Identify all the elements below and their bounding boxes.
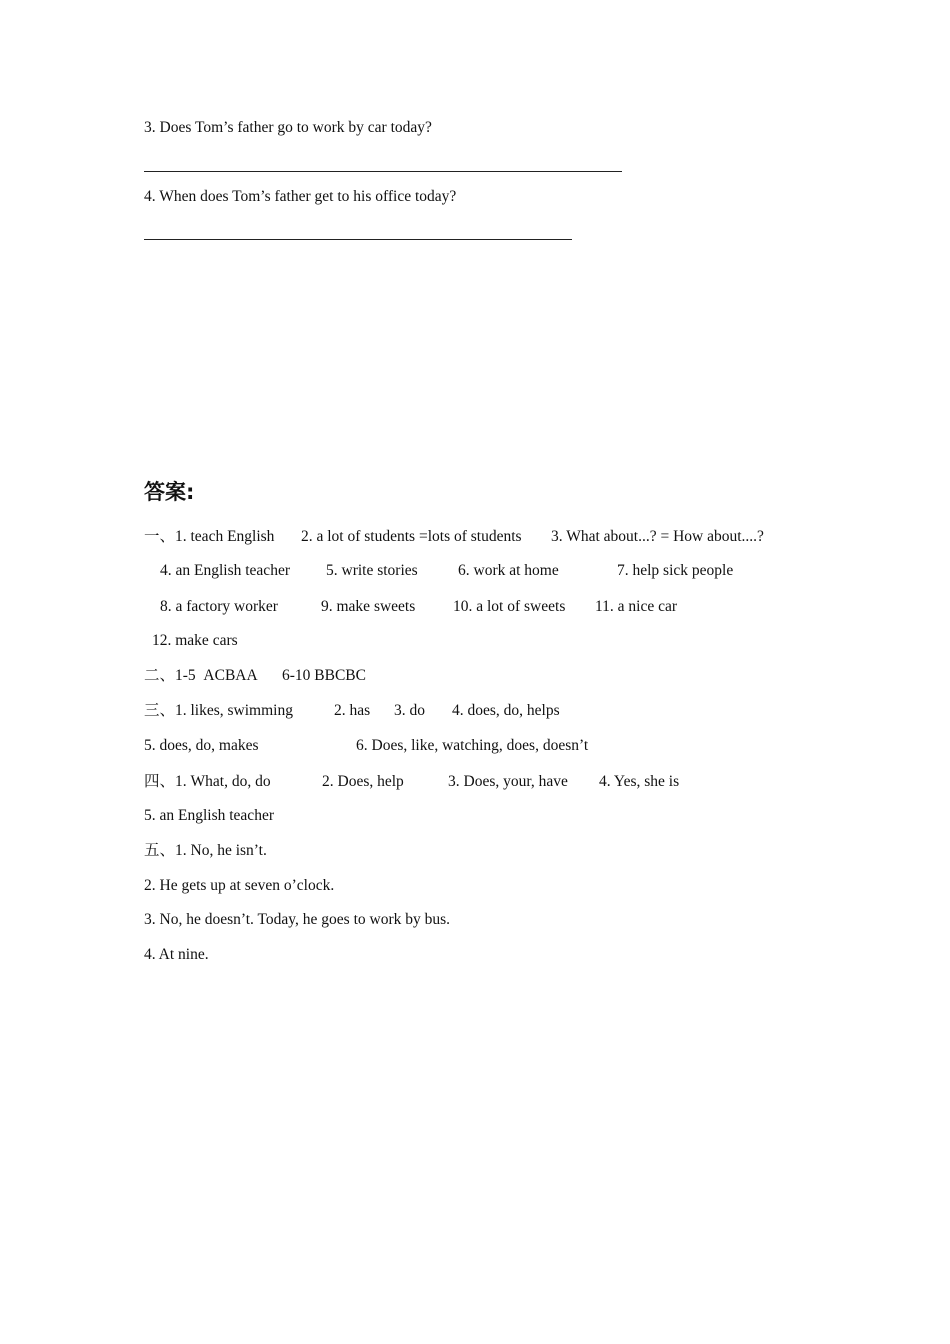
answer: 2. He gets up at seven o’clock. — [144, 877, 335, 894]
answer: 5. does, do, makes — [144, 737, 259, 754]
answer: 2. a lot of students =lots of students — [301, 528, 522, 545]
answer: 4. At nine. — [144, 946, 209, 963]
answer: 3. do — [394, 702, 425, 719]
answer: 五、1. No, he isn’t. — [144, 842, 267, 859]
question-3: 3. Does Tom’s father go to work by car today? — [144, 119, 432, 136]
answer: 3. No, he doesn’t. Today, he goes to work by bus. — [144, 911, 451, 928]
answer: 4. Yes, she is — [599, 773, 680, 790]
answer: 三、1. likes, swimming — [144, 702, 293, 719]
answer: 4. an English teacher — [160, 562, 290, 579]
answer: 10. a lot of sweets — [453, 598, 566, 615]
answer: 11. a nice car — [595, 598, 678, 615]
answer: 2. has — [334, 702, 371, 719]
answer: 6. work at home — [458, 562, 559, 579]
answer: 12. make cars — [152, 632, 238, 649]
answer: 7. help sick people — [617, 562, 734, 579]
answer: 5. write stories — [326, 562, 418, 579]
answer: 6. Does, like, watching, does, doesn’t — [356, 737, 589, 754]
answer: 8. a factory worker — [160, 598, 278, 615]
answer-line-4[interactable] — [144, 239, 572, 240]
answer: 4. does, do, helps — [452, 702, 560, 719]
answer: 2. Does, help — [322, 773, 404, 790]
answer-line-3[interactable] — [144, 171, 622, 172]
answer: 3. Does, your, have — [448, 773, 568, 790]
answer: 一、1. teach English — [144, 528, 275, 545]
answer: 6-10 BBCBC — [282, 667, 366, 684]
question-4: 4. When does Tom’s father get to his office today? — [144, 188, 457, 205]
answer: 5. an English teacher — [144, 807, 274, 824]
answers-heading: 答案: — [144, 480, 195, 504]
answer: 9. make sweets — [321, 598, 416, 615]
answer: 3. What about...? = How about....? — [551, 528, 764, 545]
answer: 四、1. What, do, do — [144, 773, 271, 790]
answer: 二、1-5 ACBAA — [144, 667, 258, 684]
